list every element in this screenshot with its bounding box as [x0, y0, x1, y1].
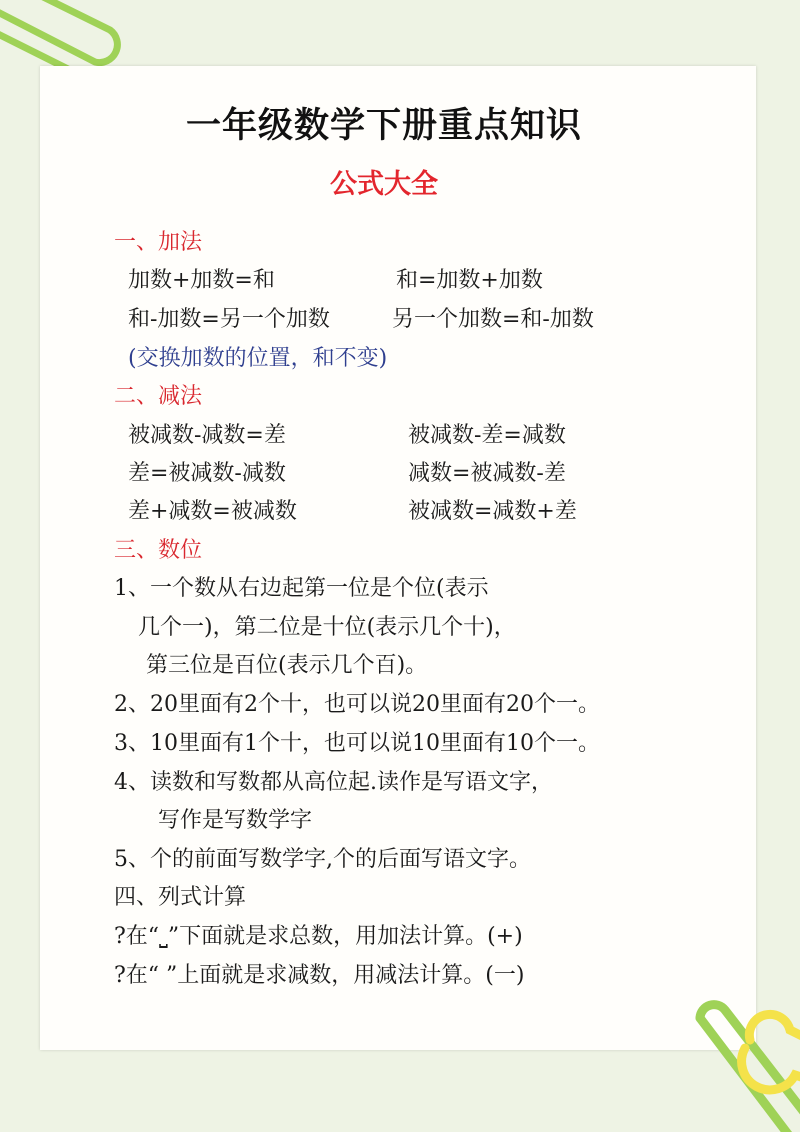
text-line: 几个一)，第二位是十位(表示几个十)，	[138, 615, 516, 640]
formula-line: 被减数=减数+差	[408, 499, 577, 524]
formula-line: 被减数-减数=差	[128, 423, 286, 448]
text-line: 1、一个数从右边起第一位是个位(表示	[114, 576, 489, 601]
formula-line: 差+减数=被减数	[128, 499, 297, 524]
text-line: ?在“⎵”下面就是求总数，用加法计算。(+)	[114, 924, 523, 949]
text-line: 5、个的前面写数学字,个的后面写语文字。	[114, 847, 531, 872]
section-heading-equations: 四、列式计算	[114, 885, 247, 910]
section-heading-addition: 一、加法	[114, 230, 203, 255]
formula-line: 和-加数=另一个加数	[128, 307, 330, 332]
formula-line: 加数+加数=和	[128, 268, 275, 293]
section-heading-subtraction: 二、减法	[114, 384, 203, 409]
formula-line: 差=被减数-减数	[128, 461, 286, 486]
paper-clip-bottom-right-icon	[680, 1000, 800, 1132]
text-line: 写作是写数学字	[158, 808, 313, 833]
text-line: 4、读数和写数都从高位起.读作是写语文字，	[114, 770, 553, 795]
page-subtitle: 公式大全	[330, 169, 438, 200]
text-line: 3、10里面有1个十，也可以说10里面有10个一。	[114, 731, 600, 756]
formula-line: 被减数-差=减数	[408, 423, 566, 448]
formula-line: 另一个加数=和-加数	[392, 307, 594, 332]
text-line: 第三位是百位(表示几个百)。	[146, 653, 428, 678]
formula-line: 减数=被减数-差	[408, 461, 566, 486]
formula-line: 和=加数+加数	[396, 268, 543, 293]
section-heading-place-value: 三、数位	[114, 538, 203, 563]
text-line: ?在“ ”上面就是求减数，用减法计算。(一)	[114, 963, 525, 988]
page-title: 一年级数学下册重点知识	[185, 106, 582, 146]
text-line: 2、20里面有2个十，也可以说20里面有20个一。	[114, 692, 600, 717]
addition-note: (交换加数的位置，和不变)	[128, 346, 388, 371]
